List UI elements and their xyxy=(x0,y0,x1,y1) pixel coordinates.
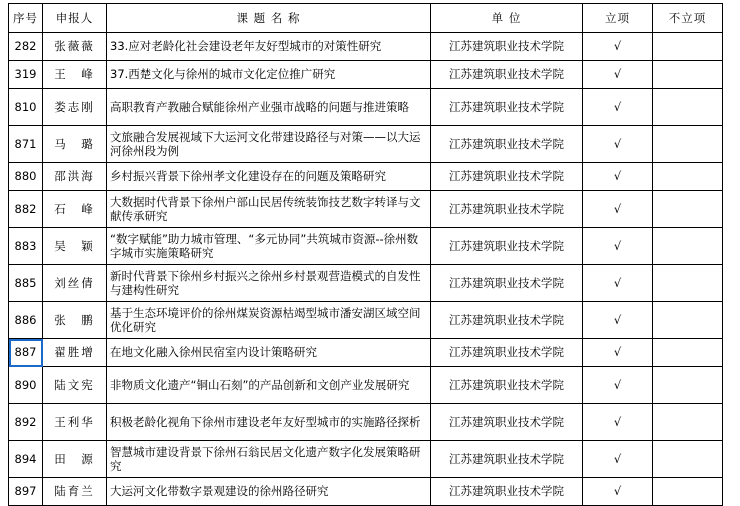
cell-applicant: 娄志刚 xyxy=(43,89,107,126)
cell-unit: 江苏建筑职业技术学院 xyxy=(431,339,583,367)
cell-serial: 885 xyxy=(9,265,43,302)
cell-approved: √ xyxy=(583,265,653,302)
document-page xyxy=(0,3,740,499)
cell-serial: 882 xyxy=(9,191,43,228)
cell-approved: √ xyxy=(583,302,653,339)
table-row xyxy=(9,33,723,61)
cell-title: 新时代背景下徐州乡村振兴之徐州乡村景观营造模式的自发性与建构性研究 xyxy=(107,265,431,302)
header-row xyxy=(9,4,723,33)
cell-serial: 871 xyxy=(9,126,43,163)
cell-applicant: 王 峰 xyxy=(43,61,107,89)
cell-approved: √ xyxy=(583,163,653,191)
cell-title: 文旅融合发展视域下大运河文化带建设路径与对策——以大运河徐州段为例 xyxy=(107,126,431,163)
cell-serial: 886 xyxy=(9,302,43,339)
cell-serial: 887 xyxy=(9,339,43,367)
table-row xyxy=(9,228,723,265)
cell-applicant: 张薇薇 xyxy=(43,33,107,61)
cell-approved: √ xyxy=(583,404,653,441)
cell-approved: √ xyxy=(583,228,653,265)
cell-unit: 江苏建筑职业技术学院 xyxy=(431,404,583,441)
cell-approved: √ xyxy=(583,61,653,89)
cell-approved: √ xyxy=(583,126,653,163)
cell-title: 积极老龄化视角下徐州市建设老年友好型城市的实施路径探析 xyxy=(107,404,431,441)
table-row xyxy=(9,367,723,404)
column-header-unit: 单 位 xyxy=(431,4,583,33)
cell-rejected xyxy=(653,163,723,191)
cell-unit: 江苏建筑职业技术学院 xyxy=(431,302,583,339)
table-row xyxy=(9,478,723,506)
table-header xyxy=(9,4,723,33)
cell-rejected xyxy=(653,302,723,339)
table-row xyxy=(9,163,723,191)
column-header-approved: 立项 xyxy=(583,4,653,33)
project-approval-table xyxy=(8,3,723,506)
table-row xyxy=(9,126,723,163)
table-row xyxy=(9,89,723,126)
cell-unit: 江苏建筑职业技术学院 xyxy=(431,126,583,163)
cell-applicant: 翟胜增 xyxy=(43,339,107,367)
cell-applicant: 吴 颖 xyxy=(43,228,107,265)
cell-title: 大数据时代背景下徐州户部山民居传统装饰技艺数字转译与文献传承研究 xyxy=(107,191,431,228)
column-header-rejected: 不立项 xyxy=(653,4,723,33)
column-header-title: 课 题 名 称 xyxy=(107,4,431,33)
cell-unit: 江苏建筑职业技术学院 xyxy=(431,367,583,404)
table-row xyxy=(9,441,723,478)
cell-rejected xyxy=(653,367,723,404)
cell-title: “数字赋能”助力城市管理、“多元协同”共筑城市资源--徐州数字城市实施策略研究 xyxy=(107,228,431,265)
table-row xyxy=(9,339,723,367)
cell-approved: √ xyxy=(583,191,653,228)
cell-title: 高职教育产教融合赋能徐州产业强市战略的问题与推进策略 xyxy=(107,89,431,126)
table-row xyxy=(9,404,723,441)
cell-title: 乡村振兴背景下徐州孝文化建设存在的问题及策略研究 xyxy=(107,163,431,191)
cell-rejected xyxy=(653,478,723,506)
table-body xyxy=(9,33,723,506)
cell-rejected xyxy=(653,126,723,163)
table-row xyxy=(9,61,723,89)
table-row xyxy=(9,265,723,302)
cell-applicant: 陆育兰 xyxy=(43,478,107,506)
cell-title: 非物质文化遗产“铜山石刻”的产品创新和文创产业发展研究 xyxy=(107,367,431,404)
cell-serial: 282 xyxy=(9,33,43,61)
column-header-applicant: 申报人 xyxy=(43,4,107,33)
cell-applicant: 石 峰 xyxy=(43,191,107,228)
table-row xyxy=(9,302,723,339)
cell-applicant: 田 源 xyxy=(43,441,107,478)
cell-serial: 319 xyxy=(9,61,43,89)
cell-title: 智慧城市建设背景下徐州石翁民居文化遗产数字化发展策略研究 xyxy=(107,441,431,478)
cell-approved: √ xyxy=(583,339,653,367)
cell-applicant: 邵洪海 xyxy=(43,163,107,191)
cell-unit: 江苏建筑职业技术学院 xyxy=(431,89,583,126)
cell-unit: 江苏建筑职业技术学院 xyxy=(431,478,583,506)
cell-approved: √ xyxy=(583,89,653,126)
cell-rejected xyxy=(653,191,723,228)
cell-approved: √ xyxy=(583,367,653,404)
cell-title: 大运河文化带数字景观建设的徐州路径研究 xyxy=(107,478,431,506)
cell-unit: 江苏建筑职业技术学院 xyxy=(431,441,583,478)
cell-title: 33.应对老龄化社会建设老年友好型城市的对策性研究 xyxy=(107,33,431,61)
cell-title: 在地文化融入徐州民宿室内设计策略研究 xyxy=(107,339,431,367)
cell-unit: 江苏建筑职业技术学院 xyxy=(431,33,583,61)
cell-unit: 江苏建筑职业技术学院 xyxy=(431,228,583,265)
cell-serial: 897 xyxy=(9,478,43,506)
cell-applicant: 马 璐 xyxy=(43,126,107,163)
cell-applicant: 刘丝倩 xyxy=(43,265,107,302)
cell-approved: √ xyxy=(583,478,653,506)
cell-rejected xyxy=(653,441,723,478)
cell-rejected xyxy=(653,89,723,126)
cell-unit: 江苏建筑职业技术学院 xyxy=(431,61,583,89)
cell-serial: 880 xyxy=(9,163,43,191)
cell-title: 基于生态环境评价的徐州煤炭资源枯竭型城市潘安湖区域空间优化研究 xyxy=(107,302,431,339)
cell-applicant: 陆文宪 xyxy=(43,367,107,404)
cell-serial: 883 xyxy=(9,228,43,265)
cell-rejected xyxy=(653,61,723,89)
cell-unit: 江苏建筑职业技术学院 xyxy=(431,265,583,302)
cell-rejected xyxy=(653,339,723,367)
cell-rejected xyxy=(653,265,723,302)
cell-unit: 江苏建筑职业技术学院 xyxy=(431,191,583,228)
cell-title: 37.西楚文化与徐州的城市文化定位推广研究 xyxy=(107,61,431,89)
cell-applicant: 王利华 xyxy=(43,404,107,441)
cell-rejected xyxy=(653,404,723,441)
cell-rejected xyxy=(653,33,723,61)
table-row xyxy=(9,191,723,228)
cell-serial: 810 xyxy=(9,89,43,126)
cell-serial: 894 xyxy=(9,441,43,478)
cell-applicant: 张 鹏 xyxy=(43,302,107,339)
cell-approved: √ xyxy=(583,33,653,61)
cell-serial: 892 xyxy=(9,404,43,441)
column-header-serial: 序号 xyxy=(9,4,43,33)
cell-serial: 890 xyxy=(9,367,43,404)
cell-approved: √ xyxy=(583,441,653,478)
cell-rejected xyxy=(653,228,723,265)
cell-unit: 江苏建筑职业技术学院 xyxy=(431,163,583,191)
